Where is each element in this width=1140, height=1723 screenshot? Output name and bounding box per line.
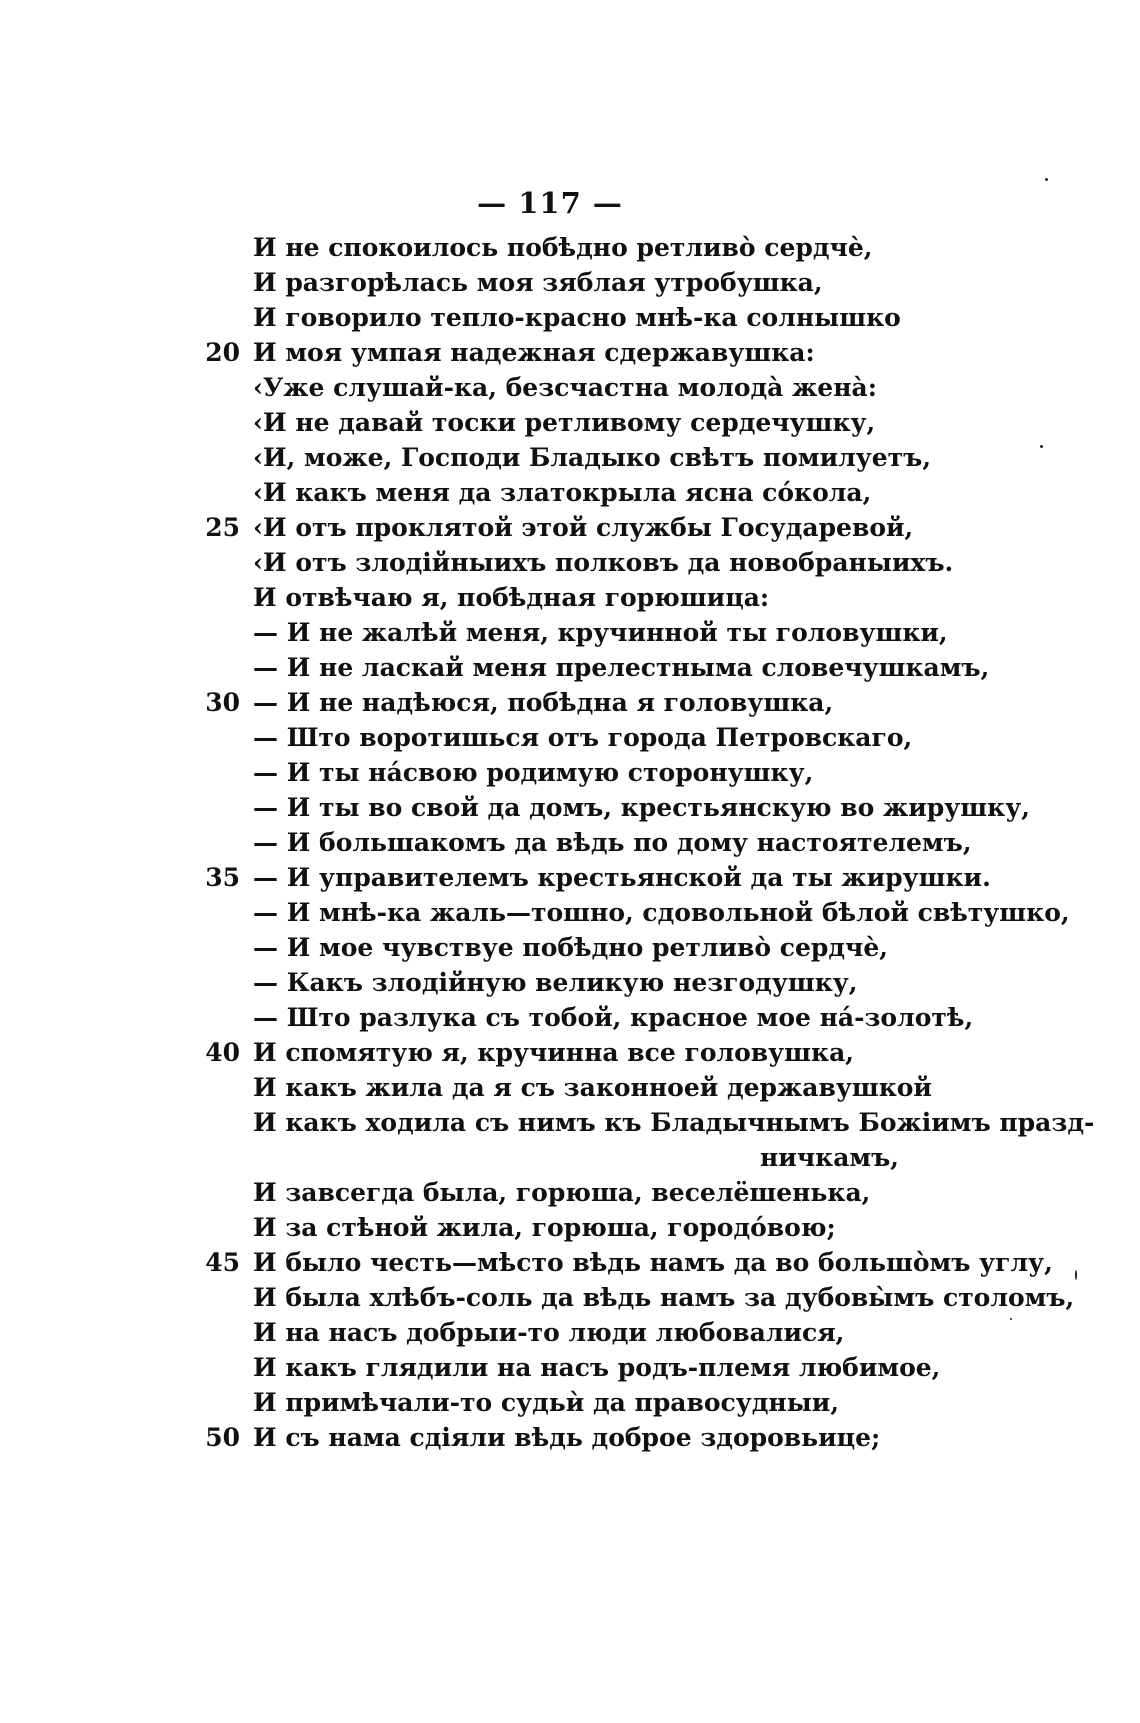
poem-line [0,860,1140,895]
line-number: 30 [205,688,240,717]
poem-line [0,545,1140,580]
line-text: — И мое чувствуе побѣдно ретливо̀ сердчѐ, [253,933,888,962]
poem-line [0,265,1140,300]
print-speck [1045,178,1048,181]
line-number: 50 [205,1423,240,1452]
line-text: — И большакомъ да вѣдь по дому настоятелемъ, [253,828,972,857]
poem-line [0,1070,1140,1105]
line-text: И какъ жила да я съ законноей державушкой [253,1073,932,1102]
poem-line [0,1315,1140,1350]
line-text: И была хлѣбъ-соль да вѣдь намъ за дубовы̀мъ столомъ, [253,1283,1075,1312]
line-text: И не спокоилось побѣдно ретливо̀ сердчѐ, [253,233,873,262]
poem-line [0,1420,1140,1455]
line-text: И какъ ходила съ нимъ къ Бладычнымъ Божіимъ празд- [253,1108,1095,1137]
line-text: ‹И, може, Господи Бладыко свѣтъ помилуетъ, [253,443,932,472]
poem-line [0,1385,1140,1420]
line-text: — Какъ злодійную великую незгодушку, [253,968,858,997]
poem-line [0,1280,1140,1315]
poem-line [0,1000,1140,1035]
line-number: 35 [205,863,240,892]
poem-line [0,580,1140,615]
poem-line [0,755,1140,790]
poem-line [0,930,1140,965]
line-text: И завсегда была, горюша, веселёшенька, [253,1178,871,1207]
line-text: И спомятую я, кручинна все головушка, [253,1038,854,1067]
poem-line [0,615,1140,650]
line-text: И разгорѣлась моя зяблая утробушка, [253,268,823,297]
poem-line [0,1035,1140,1070]
line-text: И на насъ добрыи-то люди любовалися, [253,1318,845,1347]
poem-line [0,895,1140,930]
line-number: 20 [205,338,240,367]
line-text: И говорило тепло-красно мнѣ-ка солнышко [253,303,901,332]
line-text: — Што воротишься отъ города Петровскаго, [253,723,913,752]
poem-line [0,965,1140,1000]
line-text: — И мнѣ-ка жаль—тошно, сдовольной бѣлой свѣтушко, [253,898,1070,927]
line-text: — И не ласкай меня прелестныма словечушкамъ, [253,653,990,682]
poem-line [0,825,1140,860]
line-text: И какъ глядили на насъ родъ-племя любимое, [253,1353,941,1382]
poem-line [0,510,1140,545]
line-text: ‹И отъ проклятой этой службы Государевой, [253,513,914,542]
line-text: ‹И отъ злодійныихъ полковъ да новобраныихъ. [253,548,954,577]
line-text: И за стѣной жила, горюша, городо́вою; [253,1213,836,1242]
page-number: — 117 — [477,186,623,220]
print-speck [1040,445,1043,448]
poem-line [0,335,1140,370]
line-text: — И ты во свой да домъ, крестьянскую во жирушку, [253,793,1030,822]
poem-line [0,300,1140,335]
poem-line [0,440,1140,475]
line-text: ничкамъ, [760,1143,899,1172]
poem-line [0,1245,1140,1280]
line-text: И съ нама сдіяли вѣдь доброе здоровьице; [253,1423,881,1452]
line-text: ‹И какъ меня да златокрыла ясна со́кола, [253,478,872,507]
print-speck [1075,1270,1077,1280]
poem-line [0,1175,1140,1210]
line-number: 40 [205,1038,240,1067]
poem-line [0,1210,1140,1245]
poem-line [0,720,1140,755]
poem-line [0,790,1140,825]
line-text: — И не надѣюся, побѣдна я головушка, [253,688,834,717]
poem-line [0,685,1140,720]
poem-line [0,230,1140,265]
line-number: 25 [205,513,240,542]
print-speck [1010,1318,1012,1320]
line-text: — И ты на́свою родимую сторонушку, [253,758,814,787]
poem-line [0,370,1140,405]
poem-line [0,1140,1140,1175]
line-text: ‹Уже слушай-ка, безсчастна молода̀ жена̀: [253,373,877,402]
line-text: — И не жалѣй меня, кручинной ты головушки, [253,618,948,647]
poem-line [0,1105,1140,1140]
line-text: И моя умпая надежная сдержавушка: [253,338,815,367]
line-text: — Што разлука съ тобой, красное мое на́-золотѣ, [253,1003,974,1032]
line-text: ‹И не давай тоски ретливому сердечушку, [253,408,876,437]
line-number: 45 [205,1248,240,1277]
poem-line [0,1350,1140,1385]
poem-line [0,405,1140,440]
poem-line [0,475,1140,510]
poem-body [0,230,1140,1455]
line-text: И было честь—мѣсто вѣдь намъ да во большо̀мъ углу, [253,1248,1053,1277]
line-text: — И управителемъ крестьянской да ты жирушки. [253,863,991,892]
poem-line [0,650,1140,685]
line-text: И примѣчали-то судьѝ да правосудныи, [253,1388,840,1417]
line-text: И отвѣчаю я, побѣдная горюшица: [253,583,770,612]
